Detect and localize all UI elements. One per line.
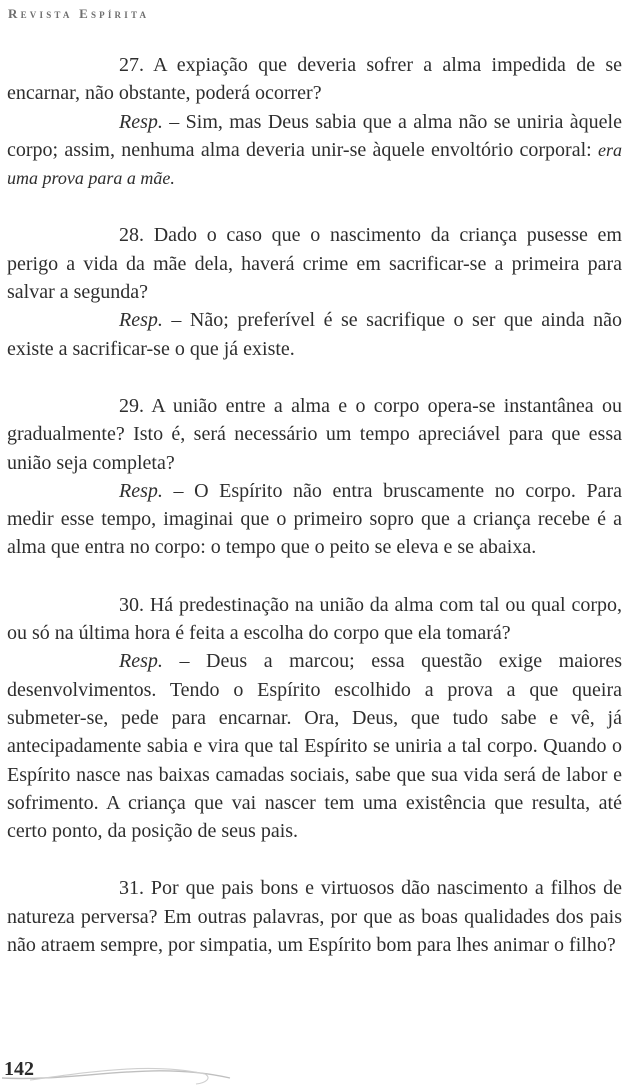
page-body — [7, 51, 622, 988]
page-number: 142 — [4, 1058, 34, 1080]
answer-emphasis: era uma prova para a mãe. — [7, 139, 622, 189]
resp-label: Resp. — [119, 110, 163, 133]
page-footer — [0, 1052, 627, 1086]
qa-30 — [7, 591, 622, 846]
answer-text: – O Espírito não entra bruscamente no corpo. Para medir esse tempo, imaginai que o primeiro sopro que a criança recebe é a alma que entra no corpo: o tempo que o peito se eleva e se abaixa. — [7, 479, 622, 559]
qa-27 — [7, 51, 622, 192]
question-31: 31. Por que pais bons e virtuosos dão nascimento a filhos de natureza perversa? Em outras palavras, por que as boas qualidades dos pais não atraem sempre, por simpatia, um Espírito bom para lhes animar o filho? — [7, 877, 622, 957]
question-28: 28. Dado o caso que o nascimento da criança pusesse em perigo a vida da mãe dela, haverá crime em sacrificar-se a primeira para salvar a segunda? — [7, 224, 622, 304]
answer-text: – Sim, mas Deus sabia que a alma não se uniria àquele corpo; assim, nenhuma alma deveria unir-se àquele envoltório corporal: — [7, 110, 622, 161]
answer-29 — [7, 477, 622, 562]
decorative-swoosh — [0, 1052, 627, 1086]
qa-29 — [7, 392, 622, 562]
question-29: 29. A união entre a alma e o corpo opera-se instantânea ou gradualmente? Isto é, será necessário um tempo apreciável para que essa união seja completa? — [7, 394, 622, 474]
resp-label: Resp. — [119, 309, 163, 332]
answer-text: – Deus a marcou; essa questão exige maiores desenvolvimentos. Tendo o Espírito escolhido a prova a que queira submeter-se, pede para encarnar. Ora, Deus, que tudo sabe e vê, já antecipadamente sabia e vira que tal Espírito se uniria a tal corpo. Quando o Espírito nasce nas baixas camadas sociais, sabe que sua vida será de labor e sofrimento. A criança que vai nascer tem uma existência que resulta, até certo ponto, da posição de seus pais. — [7, 650, 622, 843]
qa-31 — [7, 874, 622, 959]
running-header: Revista Espírita — [8, 6, 150, 21]
question-30: 30. Há predestinação na união da alma com tal ou qual corpo, ou só na última hora é feita a escolha do corpo que ela tomará? — [7, 593, 622, 645]
resp-label: Resp. — [119, 650, 163, 673]
answer-27 — [7, 108, 622, 193]
answer-28 — [7, 306, 622, 363]
answer-text: – Não; preferível é se sacrifique o ser que ainda não existe a sacrificar-se o que já existe. — [7, 309, 622, 360]
question-27: 27. A expiação que deveria sofrer a alma impedida de se encarnar, não obstante, poderá ocorrer? — [7, 54, 622, 105]
qa-28 — [7, 221, 622, 362]
resp-label: Resp. — [119, 479, 163, 502]
answer-30 — [7, 647, 622, 845]
